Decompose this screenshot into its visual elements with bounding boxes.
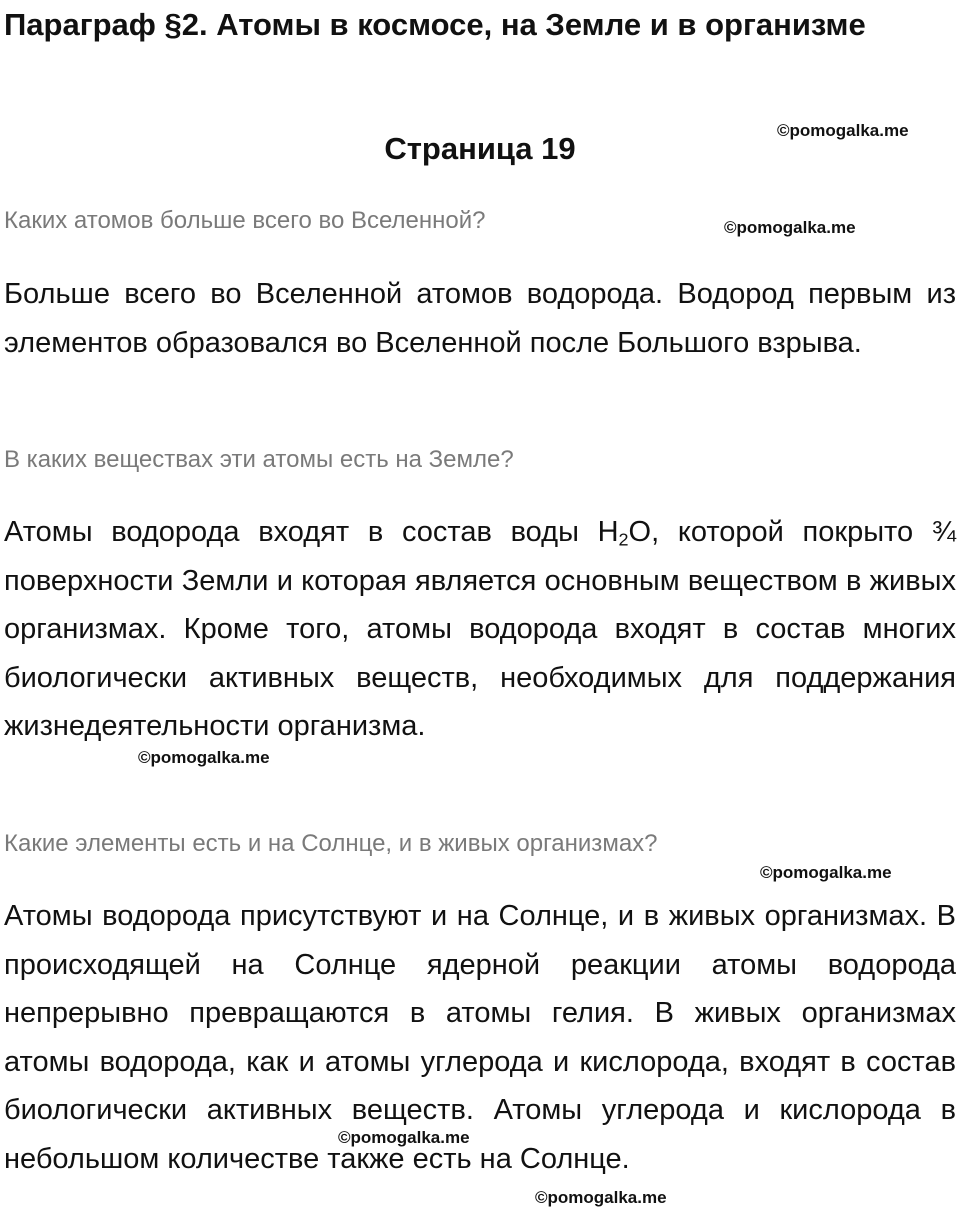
watermark: ©pomogalka.me	[760, 863, 892, 882]
question-2: В каких веществах эти атомы есть на Земле?	[4, 446, 514, 473]
answer-2-part-1: Атомы водорода входят в состав воды H	[4, 516, 619, 548]
answer-2	[4, 508, 956, 751]
answer-1: Больше всего во Вселенной атомов водорода. Водород первым из элементов образовался во Вселенной после Большого взрыва.	[4, 278, 956, 359]
watermark: ©pomogalka.me	[338, 1128, 470, 1147]
page-number-heading: Страница 19	[384, 131, 576, 166]
question-3: Какие элементы есть и на Солнце, и в живых организмах?	[4, 830, 658, 857]
answer-2-part-2: O, которой покрыто ¾ поверхности Земли и которая является основным веществом в живых организмах. Кроме того, атомы водорода входят в состав многих биологически активных веществ, необходимых для поддержания жизнедеятельности организма.	[4, 516, 956, 742]
question-1: Каких атомов больше всего во Вселенной?	[4, 207, 486, 234]
water-formula-subscript: 2	[618, 529, 629, 550]
watermark: ©pomogalka.me	[535, 1188, 667, 1207]
paragraph-title: Параграф §2. Атомы в космосе, на Земле и в организме	[4, 7, 866, 42]
watermark: ©pomogalka.me	[724, 218, 856, 237]
watermark: ©pomogalka.me	[777, 121, 909, 140]
watermark: ©pomogalka.me	[138, 748, 270, 767]
answer-3: Атомы водорода присутствуют и на Солнце, и в живых организмах. В происходящей на Солнце ядерной реакции атомы водорода непрерывно превращаются в атомы гелия. В живых организмах атомы водорода, как и атомы углерода и кислорода, входят в состав биологически активных веществ. Атомы углерода и кислорода в небольшом количестве также есть на Солнце.	[4, 900, 956, 1175]
